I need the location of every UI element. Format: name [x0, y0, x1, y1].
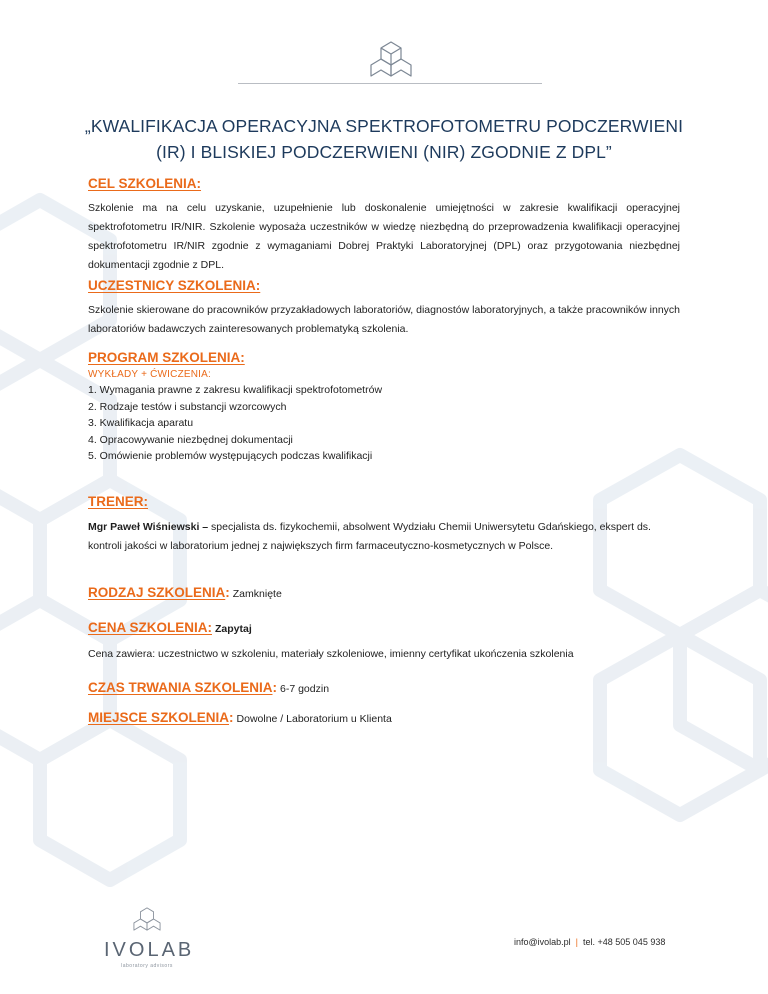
program-item: 3. Kwalifikacja aparatu [88, 417, 194, 429]
czas-value: 6-7 godzin [280, 683, 330, 695]
cel-heading: CEL SZKOLENIA: [88, 176, 202, 191]
program-item: 1. Wymagania prawne z zakresu kwalifikacji spektrofotometrów [88, 384, 383, 396]
ivolab-logo [104, 906, 195, 984]
miejsce-heading: MIEJSCE SZKOLENIA [88, 710, 230, 725]
document-title [70, 113, 698, 165]
cena-note: Cena zawiera: uczestnictwo w szkoleniu, materiały szkoleniowe, imienny certyfikat ukończenia szkolenia [88, 648, 574, 660]
rodzaj-heading: RODZAJ SZKOLENIA [88, 585, 226, 600]
cena-heading: CENA SZKOLENIA: [88, 620, 212, 635]
trener-bio: absolwent Wydziału Chemii Uniwersytetu Gdańskiego, ekspert ds. kontroli jakości w laboratorium jednej z największych firm farmaceutyczno-kosmetycznych w Polsce. [88, 521, 651, 552]
contact-email[interactable]: info@ivolab.pl [514, 937, 571, 947]
title-line-1: „KWALIFIKACJA OPERACYJNA SPEKTROFOTOMETRU PODCZERWIENI [84, 116, 684, 136]
cube-logo-icon [130, 906, 164, 932]
trener-name: Mgr Paweł Wiśniewski [88, 521, 200, 533]
uczestnicy-heading: UCZESTNICY SZKOLENIA: [88, 278, 261, 293]
contact-separator: | [575, 937, 579, 947]
contact-phone[interactable]: tel. +48 505 045 938 [583, 937, 666, 947]
miejsce-value: Dowolne / Laboratorium u Klienta [236, 713, 392, 725]
brand-name: IVOLAB [104, 939, 195, 961]
program-item: 2. Rodzaje testów i substancji wzorcowych [88, 400, 287, 413]
czas-heading: CZAS TRWANIA SZKOLENIA [88, 680, 273, 695]
miejsce-colon: : [229, 710, 234, 725]
program-heading: PROGRAM SZKOLENIA: [88, 350, 245, 365]
contact-info [514, 937, 665, 947]
cel-text: Szkolenie ma na celu uzyskanie, uzupełnienie lub doskonalenie umiejętności w zakresie kwalifikacji operacyjnej spektrofotometru IR/NIR. Szkolenie wyposaża uczestników w wiedzę niezbędną do przeprowadzenia kwalifikacji operacyjnej spektrofotometru IR/NIR zgodnie z wymaganiami Dobrej Praktyki Laboratoryjnej (DPL) oraz przygotowania niezbędnej dokumentacji zgodnie z DPL. [88, 202, 680, 271]
program-list [88, 382, 382, 465]
cena-row [88, 620, 252, 635]
header-divider [238, 83, 542, 84]
uczestnicy-text: Szkolenie skierowane do pracowników przyzakładowych laboratoriów, diagnostów laboratoryjnych, a także pracowników innych laboratoriów badawczych zainteresowanych problematyką szkolenia. [88, 304, 680, 335]
program-item: 5. Omówienie problemów występujących podczas kwalifikacji [88, 450, 373, 462]
rodzaj-value: Zamknięte [232, 588, 282, 600]
trener-heading: TRENER: [88, 494, 148, 509]
cube-logo-icon [365, 40, 417, 78]
miejsce-row [88, 710, 392, 725]
cena-value: Zapytaj [215, 623, 252, 635]
trener-role: specjalista ds. fizykochemii, [211, 521, 341, 533]
title-line-2: (IR) I BLISKIEJ PODCZERWIENI (NIR) ZGODNIE Z DPL” [156, 142, 612, 162]
trener-text [88, 518, 678, 556]
trener-dash: – [199, 521, 212, 533]
rodzaj-row [88, 585, 282, 600]
czas-colon: : [272, 680, 277, 695]
program-item: 4. Opracowywanie niezbędnej dokumentacji [88, 433, 293, 446]
rodzaj-colon: : [225, 585, 230, 600]
czas-row [88, 680, 329, 695]
program-subheading: WYKŁADY + ĆWICZENIA: [88, 369, 212, 380]
brand-tagline: laboratory advisors [121, 963, 173, 969]
